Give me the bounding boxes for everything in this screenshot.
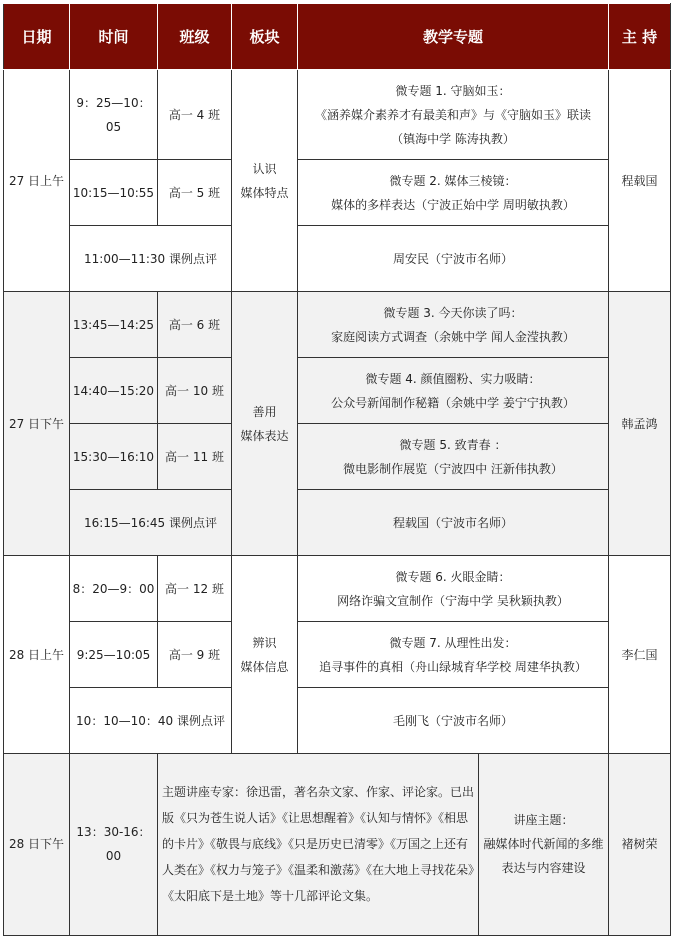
class-cell: 高一 10 班 [158, 358, 232, 424]
header-host: 主 持 [609, 4, 671, 70]
topic-line: 微专题 6. 火眼金睛： [395, 569, 511, 584]
topic-line: 媒体的多样表达（宁波正始中学 周明敏执教） [331, 197, 575, 212]
header-topic: 教学专题 [298, 4, 609, 70]
topic-line: 微专题 5. 致青春 ： [399, 437, 507, 452]
class-cell: 高一 6 班 [158, 292, 232, 358]
review-time-cell: 10：10—10：40 课例点评 [70, 688, 232, 754]
table-row [4, 688, 671, 754]
time-cell: 8：20—9：00 [70, 556, 158, 622]
host-cell: 褚树荣 [609, 754, 671, 935]
lecture-topic-label: 讲座主题： [513, 813, 574, 828]
topic-cell [298, 622, 609, 688]
topic-line: 网络诈骗文宣制作（宁海中学 吴秋颖执教） [337, 593, 569, 608]
time-cell: 14:40—15:20 [70, 358, 158, 424]
section-line: 媒体表达 [240, 428, 289, 443]
topic-line: 微电影制作展览（宁波四中 汪新伟执教） [343, 461, 563, 476]
section-line: 媒体特点 [240, 185, 289, 200]
section-line: 媒体信息 [240, 659, 289, 674]
class-cell: 高一 12 班 [158, 556, 232, 622]
header-time: 时间 [70, 4, 158, 70]
reviewer-cell: 周安民（宁波市名师） [298, 226, 609, 292]
section-cell [232, 292, 298, 556]
topic-cell [298, 424, 609, 490]
table-row [4, 622, 671, 688]
time-cell: 9：25—10：05 [70, 70, 158, 160]
date-cell: 28 日下午 [4, 754, 70, 935]
table-row [4, 160, 671, 226]
reviewer-cell: 程载国（宁波市名师） [298, 490, 609, 556]
table-row [4, 490, 671, 556]
time-cell: 9:25—10:05 [70, 622, 158, 688]
header-class: 班级 [158, 4, 232, 70]
header-section: 板块 [232, 4, 298, 70]
reviewer-cell: 毛刚飞（宁波市名师） [298, 688, 609, 754]
date-cell: 27 日上午 [4, 70, 70, 292]
lecture-topic-cell [479, 754, 609, 935]
host-cell: 程载国 [609, 70, 671, 292]
table-row [4, 226, 671, 292]
review-time-cell: 16:15—16:45 课例点评 [70, 490, 232, 556]
section-line: 善用 [252, 404, 277, 419]
host-cell: 韩孟鸿 [609, 292, 671, 556]
table-row [4, 70, 671, 160]
lecture-topic: 融媒体时代新闻的多维表达与内容建设 [483, 837, 604, 876]
time-cell: 13:45—14:25 [70, 292, 158, 358]
section-line: 辨识 [252, 635, 277, 650]
class-cell: 高一 9 班 [158, 622, 232, 688]
topic-line: 家庭阅读方式调查（余姚中学 闻人金滢执教） [331, 329, 575, 344]
class-cell: 高一 5 班 [158, 160, 232, 226]
topic-cell [298, 358, 609, 424]
section-cell [232, 556, 298, 754]
topic-line: 微专题 4. 颜值圈粉、实力吸睛： [365, 371, 541, 386]
topic-line: 微专题 7. 从理性出发： [389, 635, 517, 650]
table-row [4, 358, 671, 424]
lecture-description: 主题讲座专家：徐迅雷，著名杂文家、作家、评论家。已出版《只为苍生说人话》《让思想醒着》《认知与情怀》《相思的卡片》《敬畏与底线》《只是历史已清零》《万国之上还有人类在》《权力与笼子》《温柔和激荡》《在大地上寻找花朵》《太阳底下是土地》等十几部评论文集。 [158, 754, 479, 935]
date-cell: 28 日上午 [4, 556, 70, 754]
table-row [4, 556, 671, 622]
time-cell: 15:30—16:10 [70, 424, 158, 490]
topic-cell [298, 70, 609, 160]
table-row [4, 292, 671, 358]
table-row [4, 424, 671, 490]
class-cell: 高一 4 班 [158, 70, 232, 160]
class-cell: 高一 11 班 [158, 424, 232, 490]
schedule [3, 3, 670, 936]
lecture-table [3, 754, 671, 936]
time-cell: 13：30-16：00 [70, 754, 158, 935]
topic-line: （镇海中学 陈涛执教） [391, 131, 515, 146]
topic-line: 《涵养媒介素养才有最美和声》与《守脑如玉》联读 [314, 107, 591, 122]
table-row [4, 754, 671, 935]
date-cell: 27 日下午 [4, 292, 70, 556]
header-date: 日期 [4, 4, 70, 70]
schedule-table [3, 3, 671, 754]
header-row [4, 4, 671, 70]
topic-cell [298, 160, 609, 226]
section-cell [232, 70, 298, 292]
section-line: 认识 [252, 161, 277, 176]
review-time-cell: 11:00—11:30 课例点评 [70, 226, 232, 292]
topic-line: 微专题 3. 今天你读了吗： [383, 305, 523, 320]
topic-line: 追寻事件的真相（舟山绿城育华学校 周建华执教） [319, 659, 587, 674]
time-cell: 10:15—10:55 [70, 160, 158, 226]
host-cell: 李仁国 [609, 556, 671, 754]
topic-cell [298, 556, 609, 622]
topic-cell [298, 292, 609, 358]
topic-line: 微专题 2. 媒体三棱镜： [389, 173, 517, 188]
topic-line: 公众号新闻制作秘籍（余姚中学 姜宁宁执教） [331, 395, 575, 410]
topic-line: 微专题 1. 守脑如玉： [395, 83, 511, 98]
